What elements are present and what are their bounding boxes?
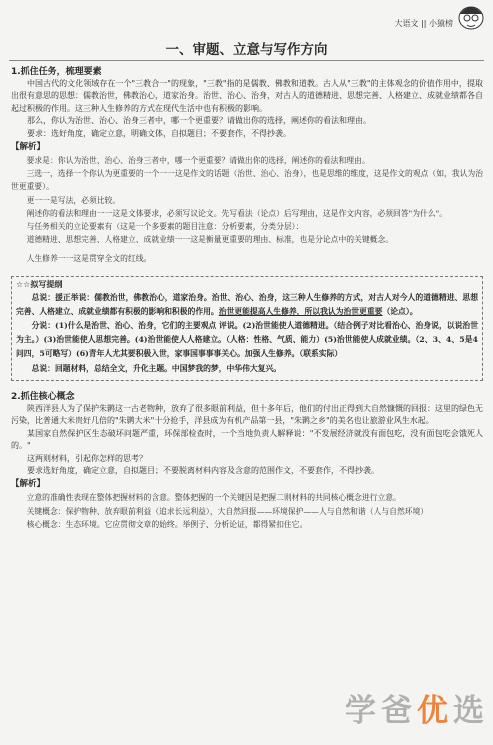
watermark-logo [317, 687, 487, 727]
outline-intro-end: （论点）。 [382, 306, 418, 316]
outline-thesis: 治世更能提高人生修养，所以我认为治世更重要 [218, 306, 383, 316]
s1-analysis-4: 阐述你的看法和理由一一这是文体要求，必须写议论文。先写看法（论点）后写理由，这是作文内容，必须回答"为什么"。 [26, 208, 447, 218]
brand-label: 大语文 || 小猿榜 [394, 19, 453, 28]
page-title: 一、审题、立意与写作方向 [165, 42, 328, 58]
s1-analysis-2: 三选一，选择一个你认为更重要的一个一一这是作文的话题（治世、治心、治身），也是思维的维度，这是作文的观点（如，我认为治世更重要）。 [11, 169, 483, 192]
outline-conclusion: 总说：回题材料，总结全文，升化主题。中国梦我的梦，中华伟大复兴。 [31, 363, 282, 373]
watermark-char-3: 优 [417, 692, 451, 729]
watermark-char-1: 学 [345, 692, 379, 729]
section-2-heading: 2.抓住核心概念 [11, 391, 75, 402]
s2-paragraph-1: 陕西洋县人为了保护朱鹮这一古老物种，放弃了很多眼前利益，但十多年后，他们的付出正得到大自然慷慨的回报：这里的绿色无污染，比普通大米贵好几倍的"朱鹮大米"十分抢手，洋县成为有机产品第一县，"朱鹮之乡"的美名也让旅游业风生水起。 [11, 403, 483, 426]
s1-paragraph-3: 要求：选好角度，确定立意，明确文体，自拟题目；不要套作，不得抄袭。 [27, 128, 291, 138]
s1-analysis-7: 人生修养一一这是贯穿全文的红线。 [26, 254, 152, 264]
s1-analysis-6: 道德精进、思想完善、人格建立、成就业绩一一这是衡量更重要的理由、标准，也是分论点中的关键概念。 [26, 235, 394, 245]
s1-analysis-tag: 【解析】 [11, 142, 46, 153]
s2-analysis-1: 立意的准确性表现在整体把握材料的含意。整体把握的一个关键因是把握二则材料的共同核心概念进行立意。 [26, 493, 401, 503]
outline-box [11, 276, 483, 381]
s1-analysis-5: 与任务相关的立论要素有（这是一个多要素的题目注意：分析要素，分类分层）： [26, 222, 304, 232]
watermark-char-4: 选 [453, 692, 487, 729]
outline-heading: ☆☆拟写提纲 [16, 279, 63, 289]
outline-intro-main: 援正举说：儒教治世，佛教治心，道家治身。治世、治心、治身，这三种人生修养的方式，对古人对今人的道德精进、思想完善、人格建立、成就业绩都有积极的影响和积极的作用。 [16, 292, 478, 316]
outline-body: 分说：(1)什么是治世、治心、治身，它们的主要观点 评说。(2)治世能使人道德精进。（结合例子对比看治心、治身说，以说治世为主。）(3)治世能使人思想完善。(4)治世能使人人格建立。（人格：性格、气质、能力）(5)治世能使人成就业绩。（2、3、4、5是4问四，5可略写）(6)青年人尤其要积极入世，家事国事事事关心。加强人生修养。（联系实际） [16, 321, 478, 359]
s1-analysis-1: 要求是：你认为治世、治心、治身三者中，哪一个更重要？请做出你的选择，阐述你的看法和理由。 [26, 156, 370, 166]
s1-paragraph-1: 中国古代的文化领域存在一个"三教合一"的现象，"三教"指的是儒教、佛教和道教。古人从"三教"的主体观念的价值作用中，提取出很有意思的思想：儒教治世，佛教治心，道家治身。治世、治心、治身，对古人的道德精进、思想完善、人格建立、成就业绩都各自起过积极的作用。这三种人生修养的方式在现代生活中也有积极的影响。 [11, 79, 483, 113]
s2-paragraph-2: 某国家自然保护区生态破坏问题严重，环保部检查时，一个当地负责人解释说："不发展经济就没有面包吃，没有面包吃会饿死人的。" [11, 428, 483, 451]
s2-analysis-tag: 【解析】 [11, 479, 46, 490]
outline-intro-prefix: 总说： [31, 292, 56, 302]
s2-paragraph-3: 这两则材料，引起你怎样的思考？ [27, 453, 147, 463]
title-divider [9, 60, 484, 61]
article-body [11, 64, 483, 531]
s2-analysis-2: 关键概念：保护物种、放弃眼前利益（追求长远利益），大自然回报——环境保护——人与自然和谐（人与自然环境） [26, 506, 429, 516]
s1-paragraph-2: 那么，你认为治世、治心、治身三者中，哪一个更重要？请做出你的选择，阐述你的看法和理由。 [27, 116, 371, 126]
mascot-icon [455, 2, 487, 32]
s2-paragraph-4: 要求选好角度，确定立意，自拟题目；不要脱离材料内容及含意的范围作文，不要套作，不得抄袭。 [27, 465, 379, 475]
watermark-char-2: 爸 [381, 692, 415, 729]
s1-analysis-3: 更一一是写法，必须比较。 [26, 195, 121, 205]
s2-analysis-3: 核心概念：生态环境。它应贯彻文章的始终。举例子、分析论证，都得紧扣住它。 [26, 519, 308, 529]
section-1-heading: 1.抓住任务，梳理要素 [11, 67, 102, 77]
outline-intro [16, 291, 478, 319]
